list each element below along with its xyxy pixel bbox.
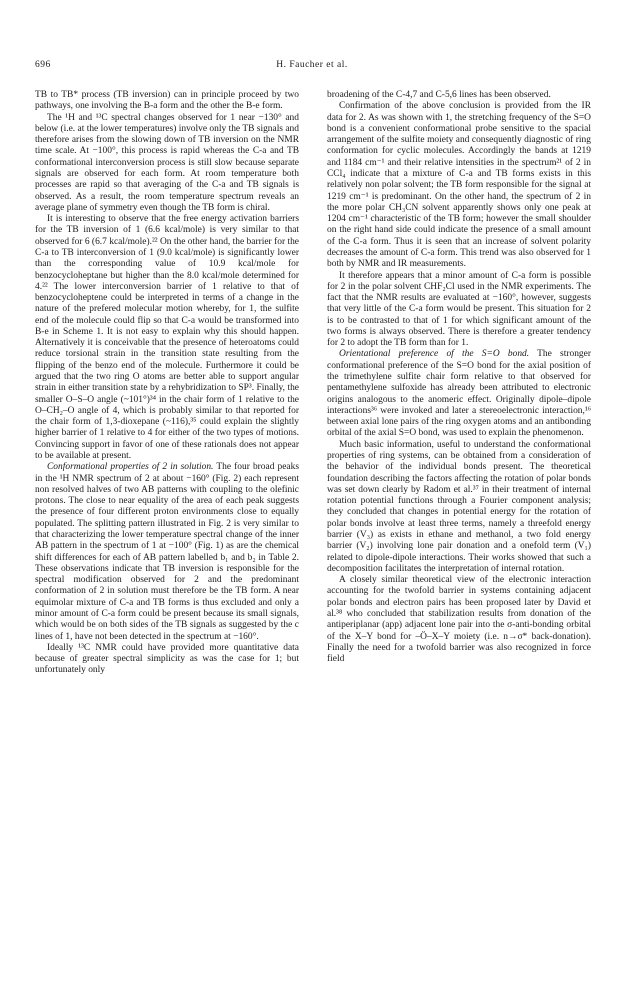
left-column xyxy=(35,90,299,677)
paragraph-text: Much basic information, useful to understand the conformational properties of ring systems, can be obtained from a consideration of the behavior of the individual bonds present. The theoretical foundation describing the factors affecting the rotation of polar bonds was set down clearly by Radom et al.³⁷ in their treatment of internal rotation potential functions through a Fourier component analysis; they concluded that changes in potential energy for the rotation of polar bonds involve at least three terms, namely a threefold energy barrier (V₃) as exists in ethane and methanol, a two fold energy barrier (V₂) involving lone pair donation and a onefold term (V₁) related to dipole-dipole interactions. Their works showed that such a decomposition facilitates the interpretation of internal rotation. xyxy=(327,439,591,574)
paragraph xyxy=(35,214,299,462)
paragraph xyxy=(327,575,591,665)
paragraph-text: It therefore appears that a minor amount of C-a form is possible for 2 in the polar solvent CHF₂Cl used in the NMR experiments. The fact that the NMR results are evaluated at −160°, however, suggests that very little of the C-a form would be present. This situation for 2 is to be contrasted to that of 1 for which significant amount of the two forms is always observed. There is therefore a greater tendency for 2 to adopt the TB form than for 1. xyxy=(327,270,591,349)
paragraph xyxy=(327,349,591,439)
paragraph xyxy=(35,643,299,677)
paragraph-text: Confirmation of the above conclusion is provided from the IR data for 2. As was shown with 1, the stretching frequency of the S=O bond is a convenient conformational probe sensitive to the spacial arrangement of the sulfite moiety and consequently diagnostic of ring conformation for cyclic molecules. Accordingly the bands at 1219 and 1184 cm⁻¹ and their relative intensities in the spectrum²¹ of 2 in CCl₄ indicate that a mixture of C-a and TB forms exists in this relatively non polar solvent; the TB form responsible for the signal at 1219 cm⁻¹ is predominant. On the other hand, the spectrum of 2 in the more polar CH₃CN solvent apparently shows only one peak at 1204 cm⁻¹ characteristic of the TB form; however the small shoulder on the right hand side could indicate the presence of a small amount of the C-a form. Thus it is seen that an increase of solvent polarity decreases the amount of C-a form. This trend was also observed for 1 both by NMR and IR measurements. xyxy=(327,101,591,270)
paragraph xyxy=(35,90,299,113)
paragraph xyxy=(327,101,591,270)
right-column xyxy=(327,90,591,665)
page-number: 696 xyxy=(35,60,51,70)
paragraph-text: It is interesting to observe that the free energy activation barriers for the TB inversion of 1 (6.6 kcal/mole) is very similar to that observed for 6 (6.7 kcal/mole).²² On the other hand, the barrier for the C-a to TB interconversion of 1 (9.0 kcal/mole) is significantly lower than the corresponding value of 10.9 kcal/mole for benzocycloheptane but higher than the 8.0 kcal/mole determined for 4.²² The lower interconversion barrier of 1 relative to that of benzocycloheptene could be interpreted in terms of a change in the nature of the prefered molecular motion whereby, for 1, the sulfite end of the molecule could flip so that C-a would be transformed into B-e in Scheme 1. It is not easy to explain why this should happen. Alternatively it is conceivable that the presence of heteroatoms could reduce torsional strain in the transition state resulting from the flipping of the benzo end of the molecule. Furthermore it could be argued that the two ring O atoms are better able to support angular strain in either transition state by a rehybridization to SP³. Finally, the smaller O–S–O angle (~101°)³⁴ in the chair form of 1 relative to the O–CH₂–O angle of 4, which is probably similar to that reported for the chair form of 1,3-dioxepane (~116),³⁵ could explain the slightly higher barrier of 1 relative to 4 for either of the two types of motions. Convincing support in favor of one of these rationals does not appear to be available at present. xyxy=(35,214,299,461)
paragraph xyxy=(35,113,299,215)
paragraph xyxy=(35,462,299,643)
paragraph-text: The four broad peaks in the ¹H NMR spectrum of 2 at about −160° (Fig. 2) each represent non resolved halves of two AB patterns with coupling to the olefinic protons. The close to near equality of the area of each peak suggests the presence of four different proton environments close to equally populated. The splitting pattern illustrated in Fig. 2 is very similar to that characterizing the lower temperature spectral change of the inner AB pattern in the spectrum of 1 at −100° (Fig. 1) as are the chemical shift differences for each of AB pattern labelled b₁ and b₂ in Table 2. These observations indicate that TB inversion is responsible for the spectral modification observed for 2 and the predominant conformation of 2 in solution must therefore be the TB form. A near equimolar mixture of C-a and TB forms is thus excluded and only a minor amount of C-a form could be present because its small signals, which would be on both sides of the TB signals as suggested by the c lines of 1, have not been detected in the spectrum at −160°. xyxy=(35,462,300,642)
paragraph xyxy=(327,90,591,101)
paragraph-text: TB to TB* process (TB inversion) can in principle proceed by two pathways, one involving the B-a form and the other the B-e form. xyxy=(35,90,299,112)
paragraph-text: A closely similar theoretical view of the electronic interaction accounting for the twofold barrier in systems containing adjacent polar bonds and electron pairs has been proposed later by David et al.³⁸ who concluded that stabilization results from donation of the antiperiplanar (app) adjacent lone pair into the σ-anti-bonding orbital of the X–Y bond for –Ö–X–Y moiety (i.e. n→σ* back-donation). Finally the need for a twofold barrier was also recognized in force field xyxy=(327,575,591,665)
paragraph xyxy=(327,440,591,575)
section-heading: Conformational properties of 2 in solution. xyxy=(47,462,214,473)
paragraph-text: Ideally ¹³C NMR could have provided more quantitative data because of greater spectral simplicity as was the case for 1; but unfortunately only xyxy=(35,642,299,676)
paragraph-text: The stronger conformational preference of the S=O bond for the axial position of the trimethylene sulfite chair form relative to that observed for pentamethylene sulfoxide has already been attributed to electronic origins analogous to the anomeric effect. Originally dipole–dipole interactions³⁶ were invoked and later a stereoelectronic interaction,¹⁶ between axial lone pairs of the ring oxygen atoms and an antibonding orbital of the axial S=O bond, was used to explain the phenomenon. xyxy=(327,349,591,439)
paragraph-text: broadening of the C-4,7 and C-5,6 lines has been observed. xyxy=(327,90,551,100)
running-head: H. Faucher et al. xyxy=(276,60,348,70)
paragraph xyxy=(327,271,591,350)
paragraph-text: The ¹H and ¹³C spectral changes observed for 1 near −130° and below (i.e. at the lower temperatures) involve only the TB signals and therefore arises from the slowing down of TB inversion on the NMR time scale. At −100°, this process is rapid whereas the C-a and TB conformational interconversion process is still slow because separate signals are observed for each form. At room temperature both processes are rapid so that averaging of the C-a and TB signals is observed. As a result, the room temperature spectrum reveals an average plane of symmetry even though the TB form is chiral. xyxy=(35,112,299,213)
section-heading: Orientational preference of the S=O bond. xyxy=(339,349,530,360)
